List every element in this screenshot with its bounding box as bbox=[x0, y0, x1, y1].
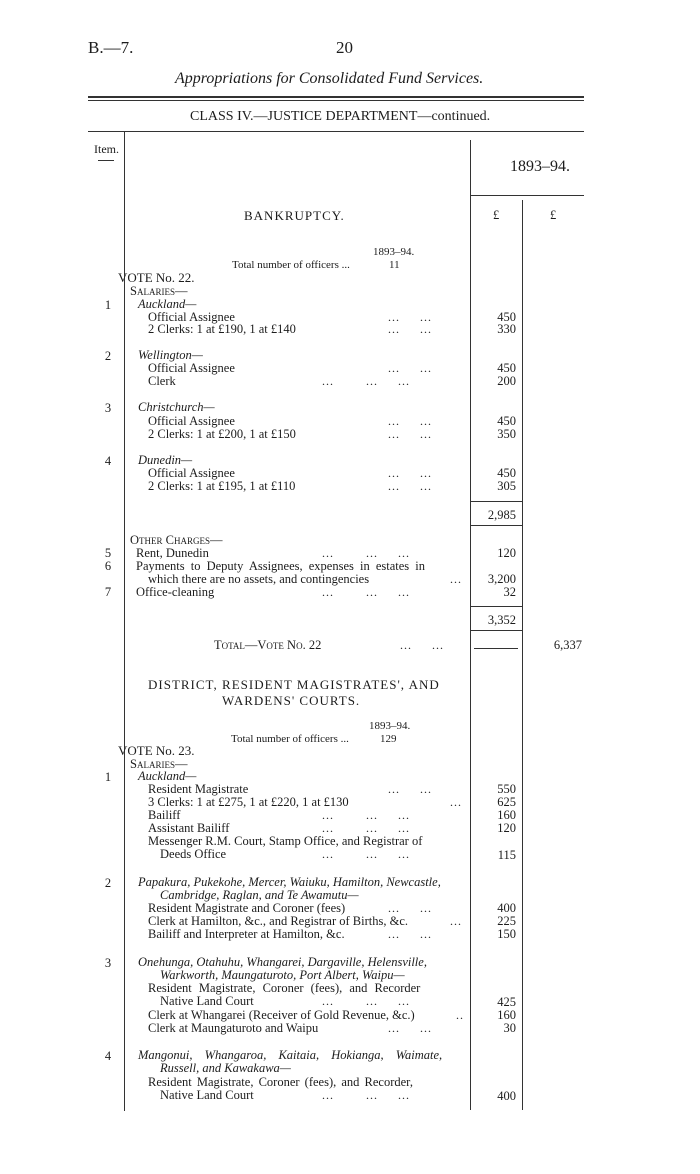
document-code: B.—7. bbox=[88, 38, 134, 57]
other-charges-heading: Other Charges— bbox=[130, 533, 223, 547]
pound-sign-detail: £ bbox=[493, 208, 500, 222]
amount: 450 bbox=[497, 310, 516, 324]
leader-dots: ... ... bbox=[388, 901, 432, 915]
amount: 200 bbox=[497, 374, 516, 388]
item-number: 5 bbox=[104, 546, 112, 560]
section-heading-district-2: WARDENS' COURTS. bbox=[222, 693, 361, 708]
item-column-header: Item. bbox=[94, 142, 119, 156]
line-item: Resident Magistrate, Coroner (fees), and Recorder bbox=[148, 981, 421, 995]
leader-dots: ... ... bbox=[388, 782, 432, 796]
line-item: Clerk at Whangarei (Receiver of Gold Revenue, &c.) bbox=[148, 1008, 415, 1022]
item-header-rule bbox=[98, 160, 114, 161]
place-heading: Dunedin— bbox=[138, 453, 193, 467]
amount: 330 bbox=[497, 322, 516, 336]
officers-year: 1893–94. bbox=[369, 720, 411, 732]
leader-dots: ... ... bbox=[388, 427, 432, 441]
amount: 120 bbox=[497, 546, 516, 560]
line-item: Resident Magistrate, Coroner (fees), and Recorder, bbox=[148, 1075, 413, 1089]
rule-double-top bbox=[88, 96, 584, 98]
item-number: 7 bbox=[104, 585, 112, 599]
section-heading-bankruptcy: BANKRUPTCY. bbox=[244, 208, 345, 223]
page-number: 20 bbox=[336, 38, 353, 57]
year-column-header: 1893–94. bbox=[510, 158, 570, 175]
leader-dots: ... ... ... bbox=[322, 821, 410, 835]
table-top-rule bbox=[88, 131, 584, 132]
amount: 225 bbox=[497, 914, 516, 928]
line-item: Resident Magistrate bbox=[148, 782, 249, 796]
amount: 115 bbox=[497, 848, 516, 862]
amount: 32 bbox=[503, 585, 516, 599]
place-heading: Onehunga, Otahuhu, Whangarei, Dargaville, Helensville, bbox=[138, 955, 427, 969]
leader-dots: .. bbox=[456, 1008, 464, 1022]
place-heading-continued: Russell, and Kawakawa— bbox=[160, 1061, 291, 1075]
amount: 625 bbox=[497, 795, 516, 809]
line-item: 2 Clerks: 1 at £200, 1 at £150 bbox=[148, 427, 296, 441]
place-heading: Auckland— bbox=[138, 769, 197, 783]
place-heading: Mangonui, Whangaroa, Kaitaia, Hokianga, Waimate, bbox=[138, 1048, 443, 1062]
amount: 3,200 bbox=[487, 572, 516, 586]
line-item: Official Assignee bbox=[148, 466, 235, 480]
leader-dots: ... bbox=[450, 795, 462, 809]
place-heading: Auckland— bbox=[138, 297, 197, 311]
leader-dots: ... ... ... bbox=[322, 585, 410, 599]
amount: 400 bbox=[497, 901, 516, 915]
line-item: Clerk at Hamilton, &c., and Registrar of Births, &c. bbox=[148, 914, 409, 928]
line-item: Clerk at Maungaturoto and Waipu bbox=[148, 1021, 319, 1035]
officers-label: Total number of officers ... bbox=[232, 259, 350, 271]
line-item: Bailiff and Interpreter at Hamilton, &c. bbox=[148, 927, 345, 941]
line-item: Clerk bbox=[148, 374, 176, 388]
subtotal-rule bbox=[470, 525, 522, 526]
vote-heading: VOTE No. 23. bbox=[118, 743, 195, 758]
amount: 160 bbox=[497, 808, 516, 822]
leader-dots: ... ... ... bbox=[322, 808, 410, 822]
class-heading: CLASS IV.—JUSTICE DEPARTMENT—continued. bbox=[190, 109, 491, 124]
item-number: 6 bbox=[104, 559, 112, 573]
amount: 425 bbox=[497, 995, 516, 1009]
total-rule bbox=[474, 648, 518, 649]
leader-dots: ... ... bbox=[388, 414, 432, 428]
place-heading: Wellington— bbox=[138, 348, 203, 362]
line-item-continued: which there are no assets, and contingencies bbox=[148, 572, 370, 586]
line-item-continued: Deeds Office bbox=[160, 847, 227, 861]
item-number: 2 bbox=[104, 876, 112, 890]
line-item: Bailiff bbox=[148, 808, 181, 822]
vote-total-label: Total—Vote No. 22 bbox=[214, 638, 322, 652]
leader-dots: ... ... bbox=[388, 322, 432, 336]
line-item: Rent, Dunedin bbox=[136, 546, 209, 560]
other-charges-subtotal: 3,352 bbox=[487, 613, 516, 627]
amount: 160 bbox=[497, 1008, 516, 1022]
place-heading-continued: Cambridge, Raglan, and Te Awamutu— bbox=[160, 888, 359, 902]
leader-dots: ... ... bbox=[400, 638, 444, 652]
amount: 400 bbox=[497, 1089, 516, 1103]
rule-double-bottom bbox=[88, 100, 584, 101]
leader-dots: ... ... bbox=[388, 479, 432, 493]
place-heading: Christchurch— bbox=[138, 400, 215, 414]
leader-dots: ... ... bbox=[388, 927, 432, 941]
pound-sign-total: £ bbox=[550, 208, 557, 222]
salaries-heading: Salaries— bbox=[130, 284, 188, 298]
vote-heading: VOTE No. 22. bbox=[118, 270, 195, 285]
subtotal-rule bbox=[470, 606, 522, 607]
leader-dots: ... ... bbox=[388, 361, 432, 375]
line-item: 2 Clerks: 1 at £195, 1 at £110 bbox=[148, 479, 296, 493]
officers-label: Total number of officers ... bbox=[231, 733, 349, 745]
amount: 450 bbox=[497, 361, 516, 375]
line-item: Office-cleaning bbox=[136, 585, 215, 599]
amount-column-rule bbox=[522, 200, 523, 1110]
place-heading-continued: Warkworth, Maungaturoto, Port Albert, Waipu— bbox=[160, 968, 405, 982]
year-underline bbox=[470, 195, 584, 196]
leader-dots: ... ... bbox=[388, 1021, 432, 1035]
line-item: Official Assignee bbox=[148, 361, 235, 375]
leader-dots: ... ... ... bbox=[322, 847, 410, 861]
amount: 150 bbox=[497, 927, 516, 941]
leader-dots: ... ... ... bbox=[322, 1088, 410, 1102]
subtotal-rule bbox=[470, 501, 522, 502]
leader-dots: ... ... ... bbox=[322, 994, 410, 1008]
line-item: Assistant Bailiff bbox=[148, 821, 230, 835]
officers-count: 11 bbox=[389, 259, 400, 271]
amount: 550 bbox=[497, 782, 516, 796]
line-item: Messenger R.M. Court, Stamp Office, and Registrar of bbox=[148, 834, 423, 848]
line-item: Payments to Deputy Assignees, expenses in estates in bbox=[136, 559, 426, 573]
leader-dots: ... ... ... bbox=[322, 546, 410, 560]
amount: 450 bbox=[497, 466, 516, 480]
leader-dots: ... bbox=[450, 572, 462, 586]
salaries-heading: Salaries— bbox=[130, 757, 188, 771]
line-item: Official Assignee bbox=[148, 310, 235, 324]
leader-dots: ... ... bbox=[388, 466, 432, 480]
leader-dots: ... bbox=[450, 914, 462, 928]
leader-dots: ... ... bbox=[388, 310, 432, 324]
line-item-continued: Native Land Court bbox=[160, 994, 254, 1008]
amount: 450 bbox=[497, 414, 516, 428]
leader-dots: ... ... ... bbox=[322, 374, 410, 388]
item-number: 3 bbox=[104, 401, 112, 415]
officers-count: 129 bbox=[380, 733, 397, 745]
item-number: 1 bbox=[104, 298, 112, 312]
line-item: Official Assignee bbox=[148, 414, 235, 428]
amount: 305 bbox=[497, 479, 516, 493]
item-number: 4 bbox=[104, 1049, 112, 1063]
officers-year: 1893–94. bbox=[373, 246, 415, 258]
amount: 30 bbox=[503, 1021, 516, 1035]
page-title: Appropriations for Consolidated Fund Services. bbox=[175, 70, 484, 87]
item-number: 4 bbox=[104, 454, 112, 468]
line-item-continued: Native Land Court bbox=[160, 1088, 254, 1102]
section-heading-district: DISTRICT, RESIDENT MAGISTRATES', AND bbox=[148, 677, 440, 692]
subtotal-rule bbox=[470, 630, 522, 631]
line-item: Resident Magistrate and Coroner (fees) bbox=[148, 901, 346, 915]
amount: 350 bbox=[497, 427, 516, 441]
place-heading: Papakura, Pukekohe, Mercer, Waiuku, Hamilton, Newcastle, bbox=[138, 875, 441, 889]
item-number: 2 bbox=[104, 349, 112, 363]
amount: 120 bbox=[497, 821, 516, 835]
vote-total-amount: 6,337 bbox=[553, 638, 582, 652]
line-item: 2 Clerks: 1 at £190, 1 at £140 bbox=[148, 322, 296, 336]
salaries-subtotal: 2,985 bbox=[487, 508, 516, 522]
item-number: 3 bbox=[104, 956, 112, 970]
line-item: 3 Clerks: 1 at £275, 1 at £220, 1 at £130 bbox=[148, 795, 349, 809]
item-number: 1 bbox=[104, 770, 112, 784]
